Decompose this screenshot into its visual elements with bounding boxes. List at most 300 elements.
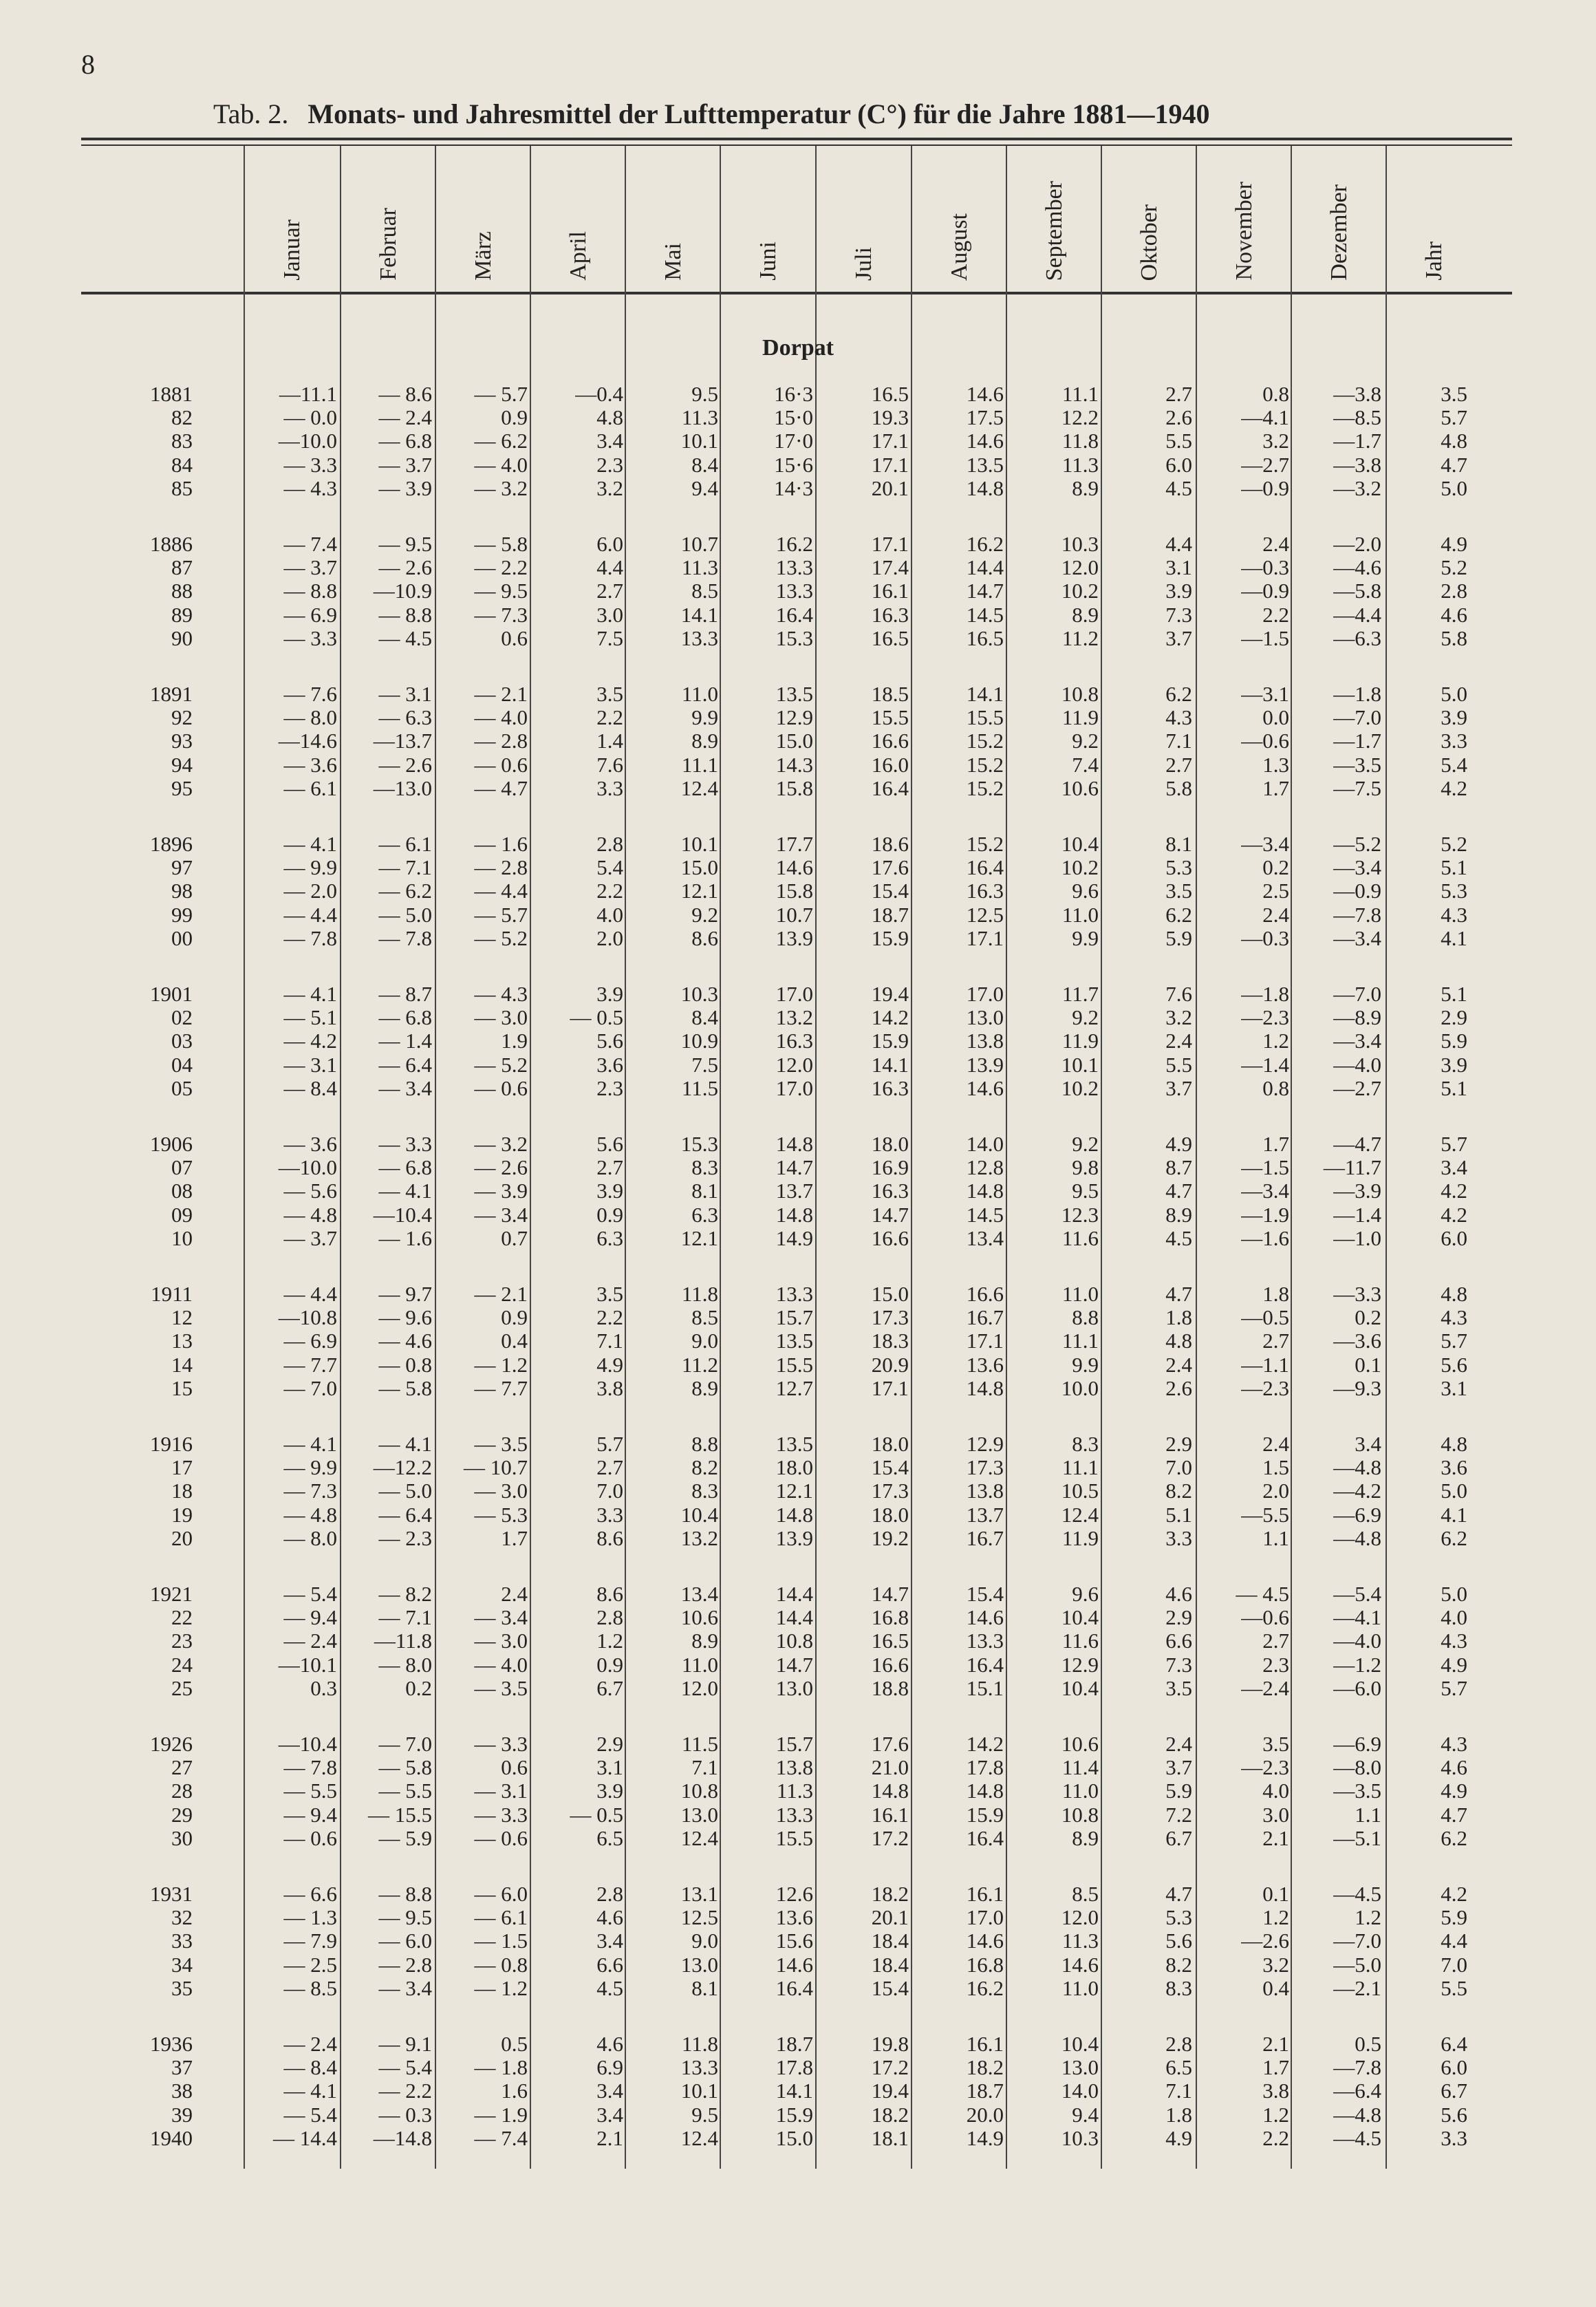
value-cell: —1.4 — [1241, 1052, 1289, 1077]
value-cell: — 3.4 — [474, 1605, 528, 1630]
value-cell: —8.0 — [1333, 1755, 1381, 1780]
value-cell: — 0.8 — [378, 1352, 432, 1377]
value-cell: 11.9 — [1061, 1525, 1099, 1550]
table-row — [0, 1906, 1596, 1929]
table-row — [0, 903, 1596, 927]
value-cell: 3.5 — [1165, 1675, 1192, 1700]
value-cell: 3.9 — [1441, 705, 1467, 730]
value-cell: 13.3 — [775, 555, 813, 580]
table-row — [0, 1929, 1596, 1953]
table-row — [0, 1029, 1596, 1053]
year-cell: 39 — [171, 2102, 193, 2127]
value-cell: 1.2 — [1262, 1905, 1289, 1930]
value-cell: 17.2 — [871, 2055, 909, 2080]
value-cell: 17.1 — [871, 532, 909, 556]
value-cell: 14.1 — [775, 2079, 813, 2103]
value-cell: — 9.5 — [378, 532, 432, 556]
value-cell: — 4.4 — [474, 879, 528, 903]
value-cell: — 9.4 — [283, 1802, 337, 1827]
value-cell: 3.9 — [1441, 1052, 1467, 1077]
value-cell: 17.0 — [775, 1075, 813, 1100]
value-cell: 0.5 — [1355, 2032, 1381, 2056]
value-cell: 4.8 — [596, 405, 623, 430]
value-cell: — 5.3 — [474, 1502, 528, 1527]
value-cell: — 3.0 — [474, 1479, 528, 1503]
value-cell: — 3.2 — [474, 475, 528, 500]
year-cell: 14 — [171, 1352, 193, 1377]
value-cell: 10.2 — [1061, 855, 1099, 880]
value-cell: — 0.0 — [283, 405, 337, 430]
value-cell: —3.6 — [1333, 1329, 1381, 1353]
value-cell: 3.4 — [596, 2102, 623, 2127]
value-cell: 10.8 — [680, 1779, 718, 1803]
value-cell: 1.2 — [1355, 1905, 1381, 1930]
value-cell: —11.1 — [279, 382, 337, 406]
value-cell: —2.3 — [1241, 1755, 1289, 1780]
table-row — [0, 2032, 1596, 2056]
value-cell: —4.0 — [1333, 1052, 1381, 1077]
value-cell: 6.7 — [596, 1675, 623, 1700]
year-cell: 22 — [171, 1605, 193, 1630]
value-cell: — 3.3 — [283, 625, 337, 650]
value-cell: 3.2 — [1262, 1952, 1289, 1977]
value-cell: 10.6 — [1061, 775, 1099, 800]
value-cell: —3.4 — [1333, 855, 1381, 880]
value-cell: 4.9 — [1441, 1779, 1467, 1803]
value-cell: 2.2 — [596, 705, 623, 730]
value-cell: 13.9 — [775, 1525, 813, 1550]
value-cell: — 2.6 — [474, 1155, 528, 1180]
value-cell: 11.6 — [1061, 1629, 1099, 1653]
value-cell: — 6.8 — [378, 1155, 432, 1180]
value-cell: 9.0 — [691, 1329, 718, 1353]
value-cell: 1.4 — [596, 729, 623, 753]
value-cell: 15·0 — [774, 405, 813, 430]
year-cell: 1896 — [150, 832, 193, 856]
value-cell: — 1.9 — [474, 2102, 528, 2127]
value-cell: 12.1 — [680, 879, 718, 903]
value-cell: 17.8 — [775, 2055, 813, 2080]
value-cell: —3.4 — [1333, 1029, 1381, 1053]
value-cell: 5.9 — [1165, 925, 1192, 950]
value-cell: 11.3 — [776, 1779, 813, 1803]
value-cell: 4.7 — [1165, 1882, 1192, 1906]
value-cell: 10.1 — [680, 832, 718, 856]
value-cell: 10.9 — [680, 1029, 718, 1053]
value-cell: —2.3 — [1241, 1375, 1289, 1400]
value-cell: 12.0 — [1061, 555, 1099, 580]
value-cell: —6.9 — [1333, 1502, 1381, 1527]
value-cell: 15.6 — [775, 1929, 813, 1953]
value-cell: 13.0 — [680, 1952, 718, 1977]
value-cell: 4.6 — [596, 2032, 623, 2056]
value-cell: — 7.0 — [378, 1732, 432, 1756]
value-cell: 15.0 — [871, 1282, 909, 1306]
value-cell: 5.0 — [1441, 682, 1467, 706]
value-cell: 0.9 — [596, 1202, 623, 1227]
value-cell: 6.0 — [596, 532, 623, 556]
year-cell: 24 — [171, 1652, 193, 1677]
value-cell: 3.1 — [1165, 555, 1192, 580]
value-cell: 17.7 — [775, 832, 813, 856]
value-cell: — 3.7 — [283, 1225, 337, 1250]
value-cell: —10.4 — [278, 1732, 337, 1756]
table-row — [0, 1133, 1596, 1156]
year-cell: 1926 — [150, 1732, 193, 1756]
value-cell: — 4.3 — [474, 982, 528, 1006]
table-row — [0, 1527, 1596, 1550]
value-cell: 4.6 — [596, 1905, 623, 1930]
table-row — [0, 1006, 1596, 1029]
value-cell: 1.7 — [1262, 2055, 1289, 2080]
value-cell: — 5.2 — [474, 1052, 528, 1077]
value-cell: 13.4 — [680, 1582, 718, 1606]
value-cell: —0.3 — [1241, 555, 1289, 580]
year-cell: 30 — [171, 1825, 193, 1850]
value-cell: —12.2 — [373, 1455, 432, 1480]
value-cell: — 2.0 — [283, 879, 337, 903]
value-cell: — 4.1 — [283, 2079, 337, 2103]
value-cell: 12.2 — [1061, 405, 1099, 430]
value-cell: 4.0 — [1262, 1779, 1289, 1803]
value-cell: 16.4 — [966, 855, 1004, 880]
value-cell: —5.1 — [1333, 1825, 1381, 1850]
value-cell: 17.6 — [871, 1732, 909, 1756]
value-cell: 5.6 — [596, 1029, 623, 1053]
value-cell: 4.9 — [1165, 2125, 1192, 2150]
value-cell: 2.2 — [596, 879, 623, 903]
table-row — [0, 729, 1596, 753]
value-cell: 16.7 — [966, 1305, 1004, 1330]
value-cell: — 6.3 — [378, 705, 432, 730]
value-cell: — 4.4 — [283, 902, 337, 927]
value-cell: 3.9 — [596, 982, 623, 1006]
value-cell: 14.6 — [775, 855, 813, 880]
table-row — [0, 927, 1596, 950]
value-cell: 3.7 — [1165, 1075, 1192, 1100]
value-cell: — 2.2 — [474, 555, 528, 580]
value-cell: 5.3 — [1441, 879, 1467, 903]
value-cell: 8.5 — [691, 1305, 718, 1330]
value-cell: 13.7 — [966, 1502, 1004, 1527]
value-cell: 3.8 — [1262, 2079, 1289, 2103]
value-cell: 14.4 — [775, 1605, 813, 1630]
value-cell: 14.8 — [775, 1132, 813, 1156]
year-cell: 1940 — [150, 2125, 193, 2150]
value-cell: 2.4 — [1165, 1352, 1192, 1377]
value-cell: 17.1 — [966, 925, 1004, 950]
value-cell: 1.2 — [1262, 2102, 1289, 2127]
value-cell: 13.6 — [775, 1905, 813, 1930]
value-cell: — 3.9 — [378, 475, 432, 500]
value-cell: 6.0 — [1165, 452, 1192, 477]
value-cell: 7.3 — [1165, 1652, 1192, 1677]
value-cell: 3.5 — [1165, 879, 1192, 903]
value-cell: 15.2 — [966, 775, 1004, 800]
value-cell: 14.7 — [966, 579, 1004, 603]
value-cell: 14.8 — [871, 1779, 909, 1803]
value-cell: 12.4 — [1061, 1502, 1099, 1527]
value-cell: 10.3 — [1061, 2125, 1099, 2150]
value-cell: 4.3 — [1441, 1305, 1467, 1330]
value-cell: 11.2 — [1061, 625, 1099, 650]
value-cell: 4.0 — [596, 902, 623, 927]
table-row — [0, 1582, 1596, 1606]
value-cell: — 3.6 — [283, 752, 337, 777]
value-cell: 12.4 — [680, 2125, 718, 2150]
value-cell: 9.5 — [1072, 1179, 1099, 1203]
column-header-label: Juni — [755, 242, 781, 281]
value-cell: 18.2 — [871, 1882, 909, 1906]
value-cell: —10.0 — [278, 1155, 337, 1180]
value-cell: — 0.6 — [283, 1825, 337, 1850]
table-row — [0, 706, 1596, 729]
value-cell: —4.8 — [1333, 1525, 1381, 1550]
value-cell: — 0.5 — [570, 1802, 623, 1827]
value-cell: 2.8 — [596, 1605, 623, 1630]
year-cell: 37 — [171, 2055, 193, 2080]
value-cell: —1.0 — [1333, 1225, 1381, 1250]
value-cell: — 2.4 — [283, 2032, 337, 2056]
value-cell: — 6.4 — [378, 1502, 432, 1527]
value-cell: 16.2 — [966, 1975, 1004, 2000]
value-cell: 16.0 — [871, 752, 909, 777]
value-cell: — 1.2 — [474, 1352, 528, 1377]
table-row — [0, 627, 1596, 650]
value-cell: 14.6 — [966, 1075, 1004, 1100]
value-cell: 3.6 — [1441, 1455, 1467, 1480]
year-cell: 89 — [171, 602, 193, 627]
value-cell: 5.6 — [1441, 1352, 1467, 1377]
value-cell: 10.8 — [1061, 1802, 1099, 1827]
value-cell: —7.0 — [1333, 705, 1381, 730]
value-cell: 10.5 — [1061, 1479, 1099, 1503]
year-cell: 82 — [171, 405, 193, 430]
value-cell: 17.0 — [966, 982, 1004, 1006]
value-cell: 3.4 — [1355, 1432, 1381, 1456]
table-row — [0, 383, 1596, 406]
value-cell: 4.0 — [1441, 1605, 1467, 1630]
column-header — [341, 147, 436, 281]
value-cell: 15.4 — [871, 1975, 909, 2000]
value-cell: 8.3 — [1165, 1975, 1192, 2000]
value-cell: — 3.3 — [378, 1132, 432, 1156]
value-cell: — 6.1 — [283, 775, 337, 800]
value-cell: — 3.4 — [378, 1075, 432, 1100]
value-cell: 10.8 — [775, 1629, 813, 1653]
value-cell: — 3.7 — [378, 452, 432, 477]
value-cell: 12.7 — [775, 1375, 813, 1400]
value-cell: 17.0 — [775, 982, 813, 1006]
value-cell: — 3.1 — [474, 1779, 528, 1803]
year-cell: 25 — [171, 1675, 193, 1700]
value-cell: 15.2 — [966, 832, 1004, 856]
value-cell: 11.9 — [1061, 1029, 1099, 1053]
value-cell: 13.4 — [966, 1225, 1004, 1250]
value-cell: — 9.9 — [283, 1455, 337, 1480]
value-cell: 4.8 — [1441, 429, 1467, 453]
value-cell: — 2.2 — [378, 2079, 432, 2103]
value-cell: — 7.1 — [378, 855, 432, 880]
value-cell: 9.2 — [1072, 1005, 1099, 1030]
value-cell: 8.9 — [1165, 1202, 1192, 1227]
column-header-label: Mai — [660, 243, 686, 281]
value-cell: — 7.6 — [283, 682, 337, 706]
value-cell: 9.2 — [1072, 729, 1099, 753]
value-cell: 15.1 — [966, 1675, 1004, 1700]
column-header — [1197, 147, 1292, 281]
value-cell: 20.1 — [871, 475, 909, 500]
year-cell: 02 — [171, 1005, 193, 1030]
table-row — [0, 2056, 1596, 2079]
value-cell: 7.0 — [1165, 1455, 1192, 1480]
value-cell: 16.5 — [871, 382, 909, 406]
value-cell: 5.5 — [1441, 1975, 1467, 2000]
value-cell: 8.2 — [1165, 1479, 1192, 1503]
value-cell: 16.5 — [871, 1629, 909, 1653]
value-cell: 5.7 — [1441, 1132, 1467, 1156]
value-cell: 8.2 — [691, 1455, 718, 1480]
value-cell: 11.4 — [1061, 1755, 1099, 1780]
value-cell: 5.6 — [1165, 1929, 1192, 1953]
value-cell: 3.2 — [1165, 1005, 1192, 1030]
value-cell: —3.9 — [1333, 1179, 1381, 1203]
value-cell: — 0.6 — [474, 752, 528, 777]
value-cell: — 4.5 — [378, 625, 432, 650]
value-cell: 17.2 — [871, 1825, 909, 1850]
value-cell: —0.9 — [1241, 475, 1289, 500]
value-cell: —4.7 — [1333, 1132, 1381, 1156]
year-cell: 23 — [171, 1629, 193, 1653]
value-cell: — 0.3 — [378, 2102, 432, 2127]
value-cell: 17.1 — [871, 452, 909, 477]
value-cell: — 4.8 — [283, 1202, 337, 1227]
table-row — [0, 429, 1596, 453]
value-cell: 12.9 — [775, 705, 813, 730]
value-cell: 11.8 — [1061, 429, 1099, 453]
value-cell: 2.1 — [1262, 2032, 1289, 2056]
value-cell: 11.8 — [681, 2032, 718, 2056]
value-cell: 8.2 — [1165, 1952, 1192, 1977]
value-cell: 17.1 — [871, 429, 909, 453]
page-number: 8 — [81, 49, 95, 80]
top-rule — [81, 138, 1512, 140]
value-cell: —7.8 — [1333, 2055, 1381, 2080]
year-cell: 94 — [171, 752, 193, 777]
value-cell: 12.6 — [775, 1882, 813, 1906]
value-cell: 5.2 — [1441, 555, 1467, 580]
column-header — [245, 147, 340, 281]
value-cell: 15.9 — [775, 2102, 813, 2127]
value-cell: —0.6 — [1241, 1605, 1289, 1630]
value-cell: 13.5 — [966, 452, 1004, 477]
value-cell: —14.8 — [373, 2125, 432, 2150]
value-cell: 3.4 — [596, 2079, 623, 2103]
value-cell: — 4.3 — [283, 475, 337, 500]
value-cell: 1.7 — [1262, 1132, 1289, 1156]
table-row — [0, 1977, 1596, 2000]
value-cell: — 6.9 — [283, 1329, 337, 1353]
value-cell: —3.8 — [1333, 382, 1381, 406]
table-row — [0, 1953, 1596, 1977]
value-cell: 5.6 — [596, 1132, 623, 1156]
value-cell: 17.0 — [966, 1905, 1004, 1930]
value-cell: 18.7 — [966, 2079, 1004, 2103]
value-cell: 15.5 — [775, 1352, 813, 1377]
value-cell: 6.6 — [1165, 1629, 1192, 1653]
value-cell: 3.6 — [596, 1052, 623, 1077]
value-cell: 3.4 — [596, 429, 623, 453]
value-cell: —11.7 — [1323, 1155, 1381, 1180]
value-cell: 4.9 — [596, 1352, 623, 1377]
value-cell: 3.5 — [596, 682, 623, 706]
table-row — [0, 1677, 1596, 1700]
value-cell: — 8.8 — [378, 1882, 432, 1906]
value-cell: — 2.8 — [474, 855, 528, 880]
value-cell: —2.0 — [1333, 532, 1381, 556]
year-cell: 03 — [171, 1029, 193, 1053]
value-cell: 4.8 — [1165, 1329, 1192, 1353]
column-header-label: April — [565, 231, 591, 281]
value-cell: 7.1 — [596, 1329, 623, 1353]
value-cell: — 2.4 — [378, 405, 432, 430]
value-cell: 6.7 — [1441, 2079, 1467, 2103]
value-cell: 5.9 — [1441, 1029, 1467, 1053]
value-cell: 3.3 — [596, 775, 623, 800]
column-header-label: März — [471, 231, 496, 281]
value-cell: — 8.2 — [378, 1582, 432, 1606]
value-cell: 6.5 — [1165, 2055, 1192, 2080]
value-cell: 8.6 — [596, 1582, 623, 1606]
value-cell: 10.2 — [1061, 579, 1099, 603]
value-cell: — 6.1 — [474, 1905, 528, 1930]
value-cell: 4.8 — [1441, 1282, 1467, 1306]
table-title — [213, 98, 1210, 130]
value-cell: 3.3 — [1441, 2125, 1467, 2150]
value-cell: —3.1 — [1241, 682, 1289, 706]
value-cell: 10.0 — [1061, 1375, 1099, 1400]
column-header-label: Juli — [851, 246, 876, 281]
value-cell: — 1.2 — [474, 1975, 528, 2000]
value-cell: 10.4 — [1061, 832, 1099, 856]
value-cell: 6.6 — [596, 1952, 623, 1977]
value-cell: 8.7 — [1165, 1155, 1192, 1180]
year-cell: 38 — [171, 2079, 193, 2103]
value-cell: — 8.4 — [283, 1075, 337, 1100]
value-cell: 16.1 — [871, 579, 909, 603]
value-cell: — 9.7 — [378, 1282, 432, 1306]
value-cell: 10.2 — [1061, 1075, 1099, 1100]
value-cell: 1.8 — [1262, 1282, 1289, 1306]
value-cell: 12.0 — [775, 1052, 813, 1077]
value-cell: 18.5 — [871, 682, 909, 706]
value-cell: 16.3 — [775, 1029, 813, 1053]
value-cell: 5.8 — [1165, 775, 1192, 800]
value-cell: —4.1 — [1241, 405, 1289, 430]
value-cell: — 2.4 — [283, 1629, 337, 1653]
value-cell: 4.6 — [1441, 602, 1467, 627]
value-cell: 16.3 — [871, 1075, 909, 1100]
value-cell: — 4.1 — [283, 982, 337, 1006]
column-header — [1007, 147, 1102, 281]
value-cell: —1.8 — [1333, 682, 1381, 706]
value-cell: 4.2 — [1441, 1202, 1467, 1227]
value-cell: 8.1 — [691, 1179, 718, 1203]
value-cell: 4.2 — [1441, 1882, 1467, 1906]
value-cell: 16.4 — [775, 1975, 813, 2000]
year-cell: 35 — [171, 1975, 193, 2000]
value-cell: 0.3 — [310, 1675, 337, 1700]
